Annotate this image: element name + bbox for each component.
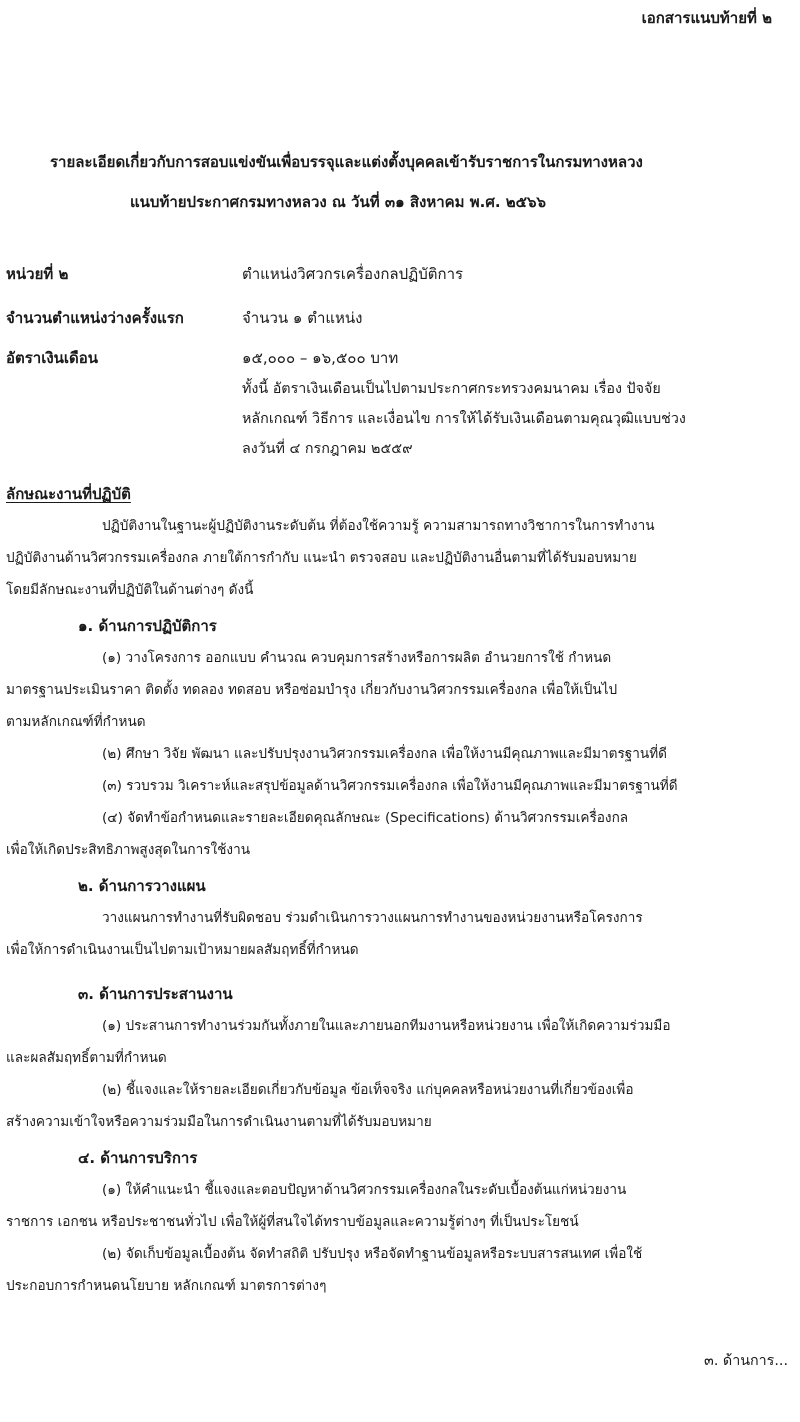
section-heading-service: ๔. ด้านการบริการ <box>78 1149 198 1167</box>
section-line: (๒) ศึกษา วิจัย พัฒนา และปรับปรุงงานวิศวกรรมเครื่องกล เพื่อให้งานมีคุณภาพและมีมาตรฐานที่ดี <box>102 746 667 762</box>
unit-label: หน่วยที่ ๒ <box>6 265 69 283</box>
section-line: ประกอบการกำหนดนโยบาย หลักเกณฑ์ มาตรการต่างๆ <box>6 1278 327 1294</box>
unit-value: ตำแหน่งวิศวกรเครื่องกลปฏิบัติการ <box>242 265 464 283</box>
salary-note-line: ลงวันที่ ๔ กรกฎาคม ๒๕๕๙ <box>242 441 413 457</box>
salary-label: อัตราเงินเดือน <box>6 349 99 367</box>
section-line: (๔) จัดทำข้อกำหนดและรายละเอียดคุณลักษณะ (Specifications) ด้านวิศวกรรมเครื่องกล <box>102 810 629 826</box>
salary-value: ๑๕,๐๐๐ – ๑๖,๕๐๐ บาท <box>242 349 399 367</box>
duties-intro-line: โดยมีลักษณะงานที่ปฏิบัติในด้านต่างๆ ดังนี้ <box>6 582 254 598</box>
section-line: เพื่อให้การดำเนินงานเป็นไปตามเป้าหมายผลสัมฤทธิ์ที่กำหนด <box>6 942 359 958</box>
section-line: ตามหลักเกณฑ์ที่กำหนด <box>6 714 146 730</box>
salary-note-line: ทั้งนี้ อัตราเงินเดือนเป็นไปตามประกาศกระทรวงคมนาคม เรื่อง ปัจจัย <box>242 381 661 397</box>
section-line: มาตรฐานประเมินราคา ติดตั้ง ทดลอง ทดสอบ หรือซ่อมบำรุง เกี่ยวกับงานวิศวกรรมเครื่องกล เพื่อให้เป็นไป <box>6 682 618 698</box>
vacancy-value: จำนวน ๑ ตำแหน่ง <box>242 309 363 327</box>
section-line: (๑) วางโครงการ ออกแบบ คำนวณ ควบคุมการสร้างหรือการผลิต อำนวยการใช้ กำหนด <box>102 650 612 666</box>
document-subtitle: แนบท้ายประกาศกรมทางหลวง ณ วันที่ ๓๑ สิงหาคม พ.ศ. ๒๕๖๖ <box>130 193 547 211</box>
section-heading-planning: ๒. ด้านการวางแผน <box>78 877 206 895</box>
duties-intro-line: ปฏิบัติงานด้านวิศวกรรมเครื่องกล ภายใต้การกำกับ แนะนำ ตรวจสอบ และปฏิบัติงานอื่นตามที่ได้รับมอบหมาย <box>6 550 637 566</box>
continued-marker: ๓. ด้านการ... <box>704 1353 788 1369</box>
duties-intro-line: ปฏิบัติงานในฐานะผู้ปฏิบัติงานระดับต้น ที่ต้องใช้ความรู้ ความสามารถทางวิชาการในการทำงาน <box>102 518 655 534</box>
document-title: รายละเอียดเกี่ยวกับการสอบแข่งขันเพื่อบรรจุและแต่งตั้งบุคคลเข้ารับราชการในกรมทางหลวง <box>50 153 643 171</box>
section-line: ราชการ เอกชน หรือประชาชนทั่วไป เพื่อให้ผู้ที่สนใจได้ทราบข้อมูลและความรู้ต่างๆ ที่เป็นประโยชน์ <box>6 1214 579 1230</box>
section-line: และผลสัมฤทธิ์ตามที่กำหนด <box>6 1050 167 1066</box>
section-line: สร้างความเข้าใจหรือความร่วมมือในการดำเนินงานตามที่ได้รับมอบหมาย <box>6 1114 432 1130</box>
section-line: (๑) ให้คำแนะนำ ชี้แจงและตอบปัญหาด้านวิศวกรรมเครื่องกลในระดับเบื้องต้นแก่หน่วยงาน <box>102 1182 627 1198</box>
salary-note-line: หลักเกณฑ์ วิธีการ และเงื่อนไข การให้ได้รับเงินเดือนตามคุณวุฒิแบบช่วง <box>242 411 686 427</box>
section-heading-coordination: ๓. ด้านการประสานงาน <box>78 985 233 1003</box>
section-line: เพื่อให้เกิดประสิทธิภาพสูงสุดในการใช้งาน <box>6 842 250 858</box>
section-heading-operations: ๑. ด้านการปฏิบัติการ <box>78 617 217 635</box>
section-line: วางแผนการทำงานที่รับผิดชอบ ร่วมดำเนินการวางแผนการทำงานของหน่วยงานหรือโครงการ <box>102 910 643 926</box>
section-line: (๒) ชี้แจงและให้รายละเอียดเกี่ยวกับข้อมูล ข้อเท็จจริง แก่บุคคลหรือหน่วยงานที่เกี่ยวข้องเพื่อ <box>102 1082 634 1098</box>
section-line: (๑) ประสานการทำงานร่วมกันทั้งภายในและภายนอกทีมงานหรือหน่วยงาน เพื่อให้เกิดความร่วมมือ <box>102 1018 671 1034</box>
duties-heading: ลักษณะงานที่ปฏิบัติ <box>6 485 131 503</box>
section-line: (๒) จัดเก็บข้อมูลเบื้องต้น จัดทำสถิติ ปรับปรุง หรือจัดทำฐานข้อมูลหรือระบบสารสนเทศ เพื่อใช้ <box>102 1246 643 1262</box>
vacancy-label: จำนวนตำแหน่งว่างครั้งแรก <box>6 309 184 327</box>
attachment-label: เอกสารแนบท้ายที่ ๒ <box>641 9 772 27</box>
section-line: (๓) รวบรวม วิเคราะห์และสรุปข้อมูลด้านวิศวกรรมเครื่องกล เพื่อให้งานมีคุณภาพและมีมาตรฐานที่ดี <box>102 778 678 794</box>
